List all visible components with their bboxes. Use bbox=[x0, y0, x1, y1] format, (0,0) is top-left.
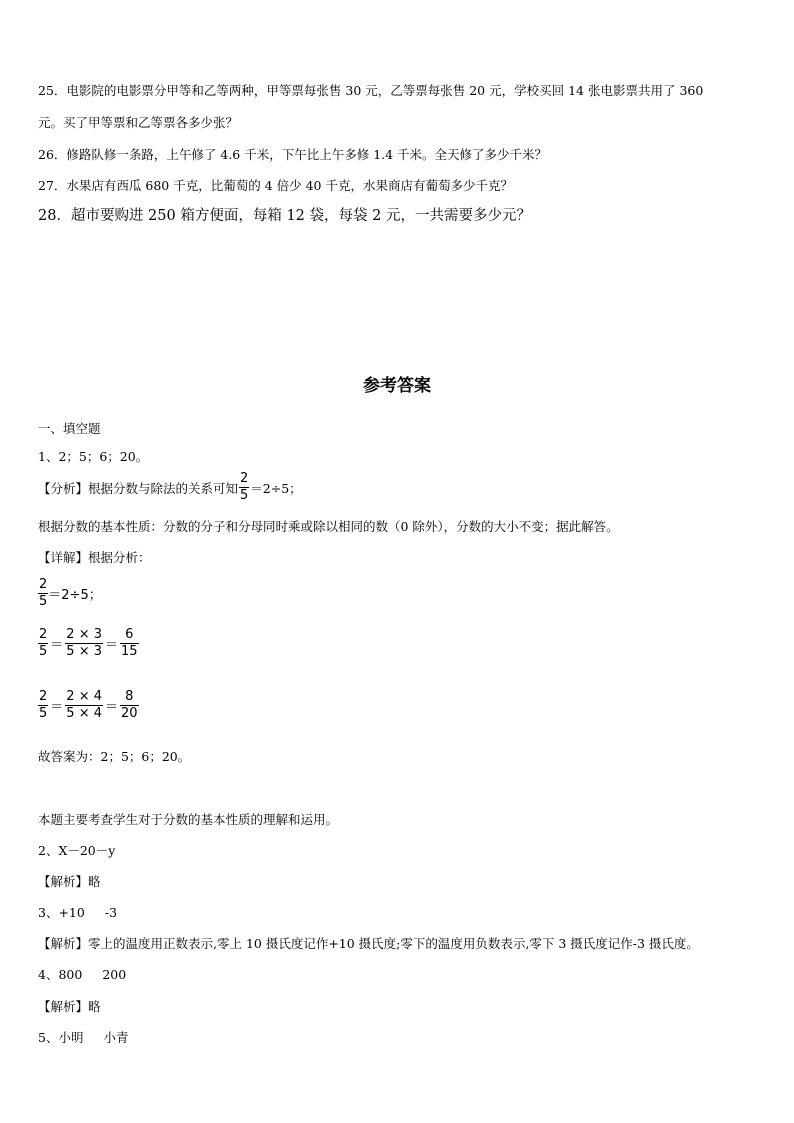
answer-1-analysis bbox=[38, 471, 302, 504]
equals-sign: ＝ bbox=[50, 638, 64, 653]
numerator: 2 × 4 bbox=[66, 689, 102, 704]
answer-4-analysis: 【解析】略 bbox=[38, 999, 101, 1014]
answer-1-property: 根据分数的基本性质：分数的分子和分母同时乘或除以相同的数（0 除外），分数的大小不变；据此解答。 bbox=[38, 519, 619, 534]
fraction-2-5 bbox=[38, 627, 48, 660]
denominator: 5 bbox=[39, 594, 48, 609]
equation-1 bbox=[38, 577, 102, 610]
answer-3 bbox=[38, 905, 117, 921]
fraction-6-15 bbox=[120, 627, 139, 660]
answer-3-value-1: 3、+10 bbox=[38, 905, 85, 920]
fraction-8-20 bbox=[120, 689, 139, 722]
question-25-line2: 元。买了甲等票和乙等票各多少张？ bbox=[38, 115, 239, 130]
answer-3-analysis: 【解析】零上的温度用正数表示,零上 10 摄氏度记作+10 摄氏度;零下的温度用负数表示,零下 3 摄氏度记作-3 摄氏度。 bbox=[38, 936, 699, 951]
equals-sign: ＝ bbox=[105, 700, 119, 715]
answer-1-detail: 【详解】根据分析： bbox=[38, 550, 151, 565]
fraction-2-5 bbox=[239, 471, 249, 504]
numerator: 2 bbox=[39, 689, 48, 704]
answer-5-value-2: 小青 bbox=[103, 1030, 129, 1045]
denominator: 5 bbox=[240, 488, 249, 503]
denominator: 5 bbox=[39, 706, 48, 721]
answer-1-final: 故答案为：2；5；6；20。 bbox=[38, 749, 191, 764]
denominator: 20 bbox=[121, 706, 138, 721]
equation-2 bbox=[38, 627, 139, 660]
question-27: 27．水果店有西瓜 680 千克，比葡萄的 4 倍少 40 千克，水果商店有葡萄多少千克？ bbox=[38, 178, 513, 193]
answers-title: 参考答案 bbox=[363, 376, 431, 396]
answer-3-value-2: -3 bbox=[104, 905, 118, 920]
numerator: 2 bbox=[240, 471, 249, 486]
numerator: 2 bbox=[39, 577, 48, 592]
fraction-2-5 bbox=[38, 577, 48, 610]
denominator: 5 bbox=[39, 644, 48, 659]
answer-5-value-1: 5、小明 bbox=[38, 1030, 84, 1045]
equals-sign: ＝ bbox=[105, 638, 119, 653]
equals-sign: ＝ bbox=[50, 700, 64, 715]
fraction-2x3-5x3 bbox=[65, 627, 103, 660]
answer-4 bbox=[38, 967, 126, 983]
numerator: 8 bbox=[125, 689, 134, 704]
question-25-line1: 25．电影院的电影票分甲等和乙等两种，甲等票每张售 30 元，乙等票每张售 20 元，学校买回 14 张电影票共用了 360 bbox=[38, 83, 704, 98]
answer-1-summary: 本题主要考查学生对于分数的基本性质的理解和运用。 bbox=[38, 812, 339, 827]
answer-2: 2、X－20－y bbox=[38, 843, 116, 858]
analysis-prefix: 【分析】根据分数与除法的关系可知 bbox=[38, 480, 239, 496]
denominator: 5 × 4 bbox=[66, 706, 102, 721]
numerator: 2 bbox=[39, 627, 48, 642]
answer-1: 1、2；5；6；20。 bbox=[38, 449, 149, 464]
denominator: 15 bbox=[121, 644, 138, 659]
question-28: 28．超市要购进 250 箱方便面，每箱 12 袋，每袋 2 元，一共需要多少元？ bbox=[38, 208, 531, 224]
denominator: 5 × 3 bbox=[66, 644, 102, 659]
numerator: 2 × 3 bbox=[66, 627, 102, 642]
answer-2-analysis: 【解析】略 bbox=[38, 874, 101, 889]
fraction-2x4-5x4 bbox=[65, 689, 103, 722]
question-26: 26．修路队修一条路，上午修了 4.6 千米，下午比上午多修 1.4 千米。全天修了多少千米？ bbox=[38, 147, 548, 162]
answer-4-value-2: 200 bbox=[102, 967, 127, 982]
answer-4-value-1: 4、800 bbox=[38, 967, 83, 982]
analysis-suffix: ＝2÷5； bbox=[250, 480, 302, 496]
answer-5 bbox=[38, 1030, 128, 1046]
equation-3 bbox=[38, 689, 139, 722]
fraction-2-5 bbox=[38, 689, 48, 722]
section-fill-blank: 一、填空题 bbox=[38, 421, 101, 436]
numerator: 6 bbox=[125, 627, 134, 642]
equation-1-suffix: ＝2÷5； bbox=[48, 588, 102, 603]
